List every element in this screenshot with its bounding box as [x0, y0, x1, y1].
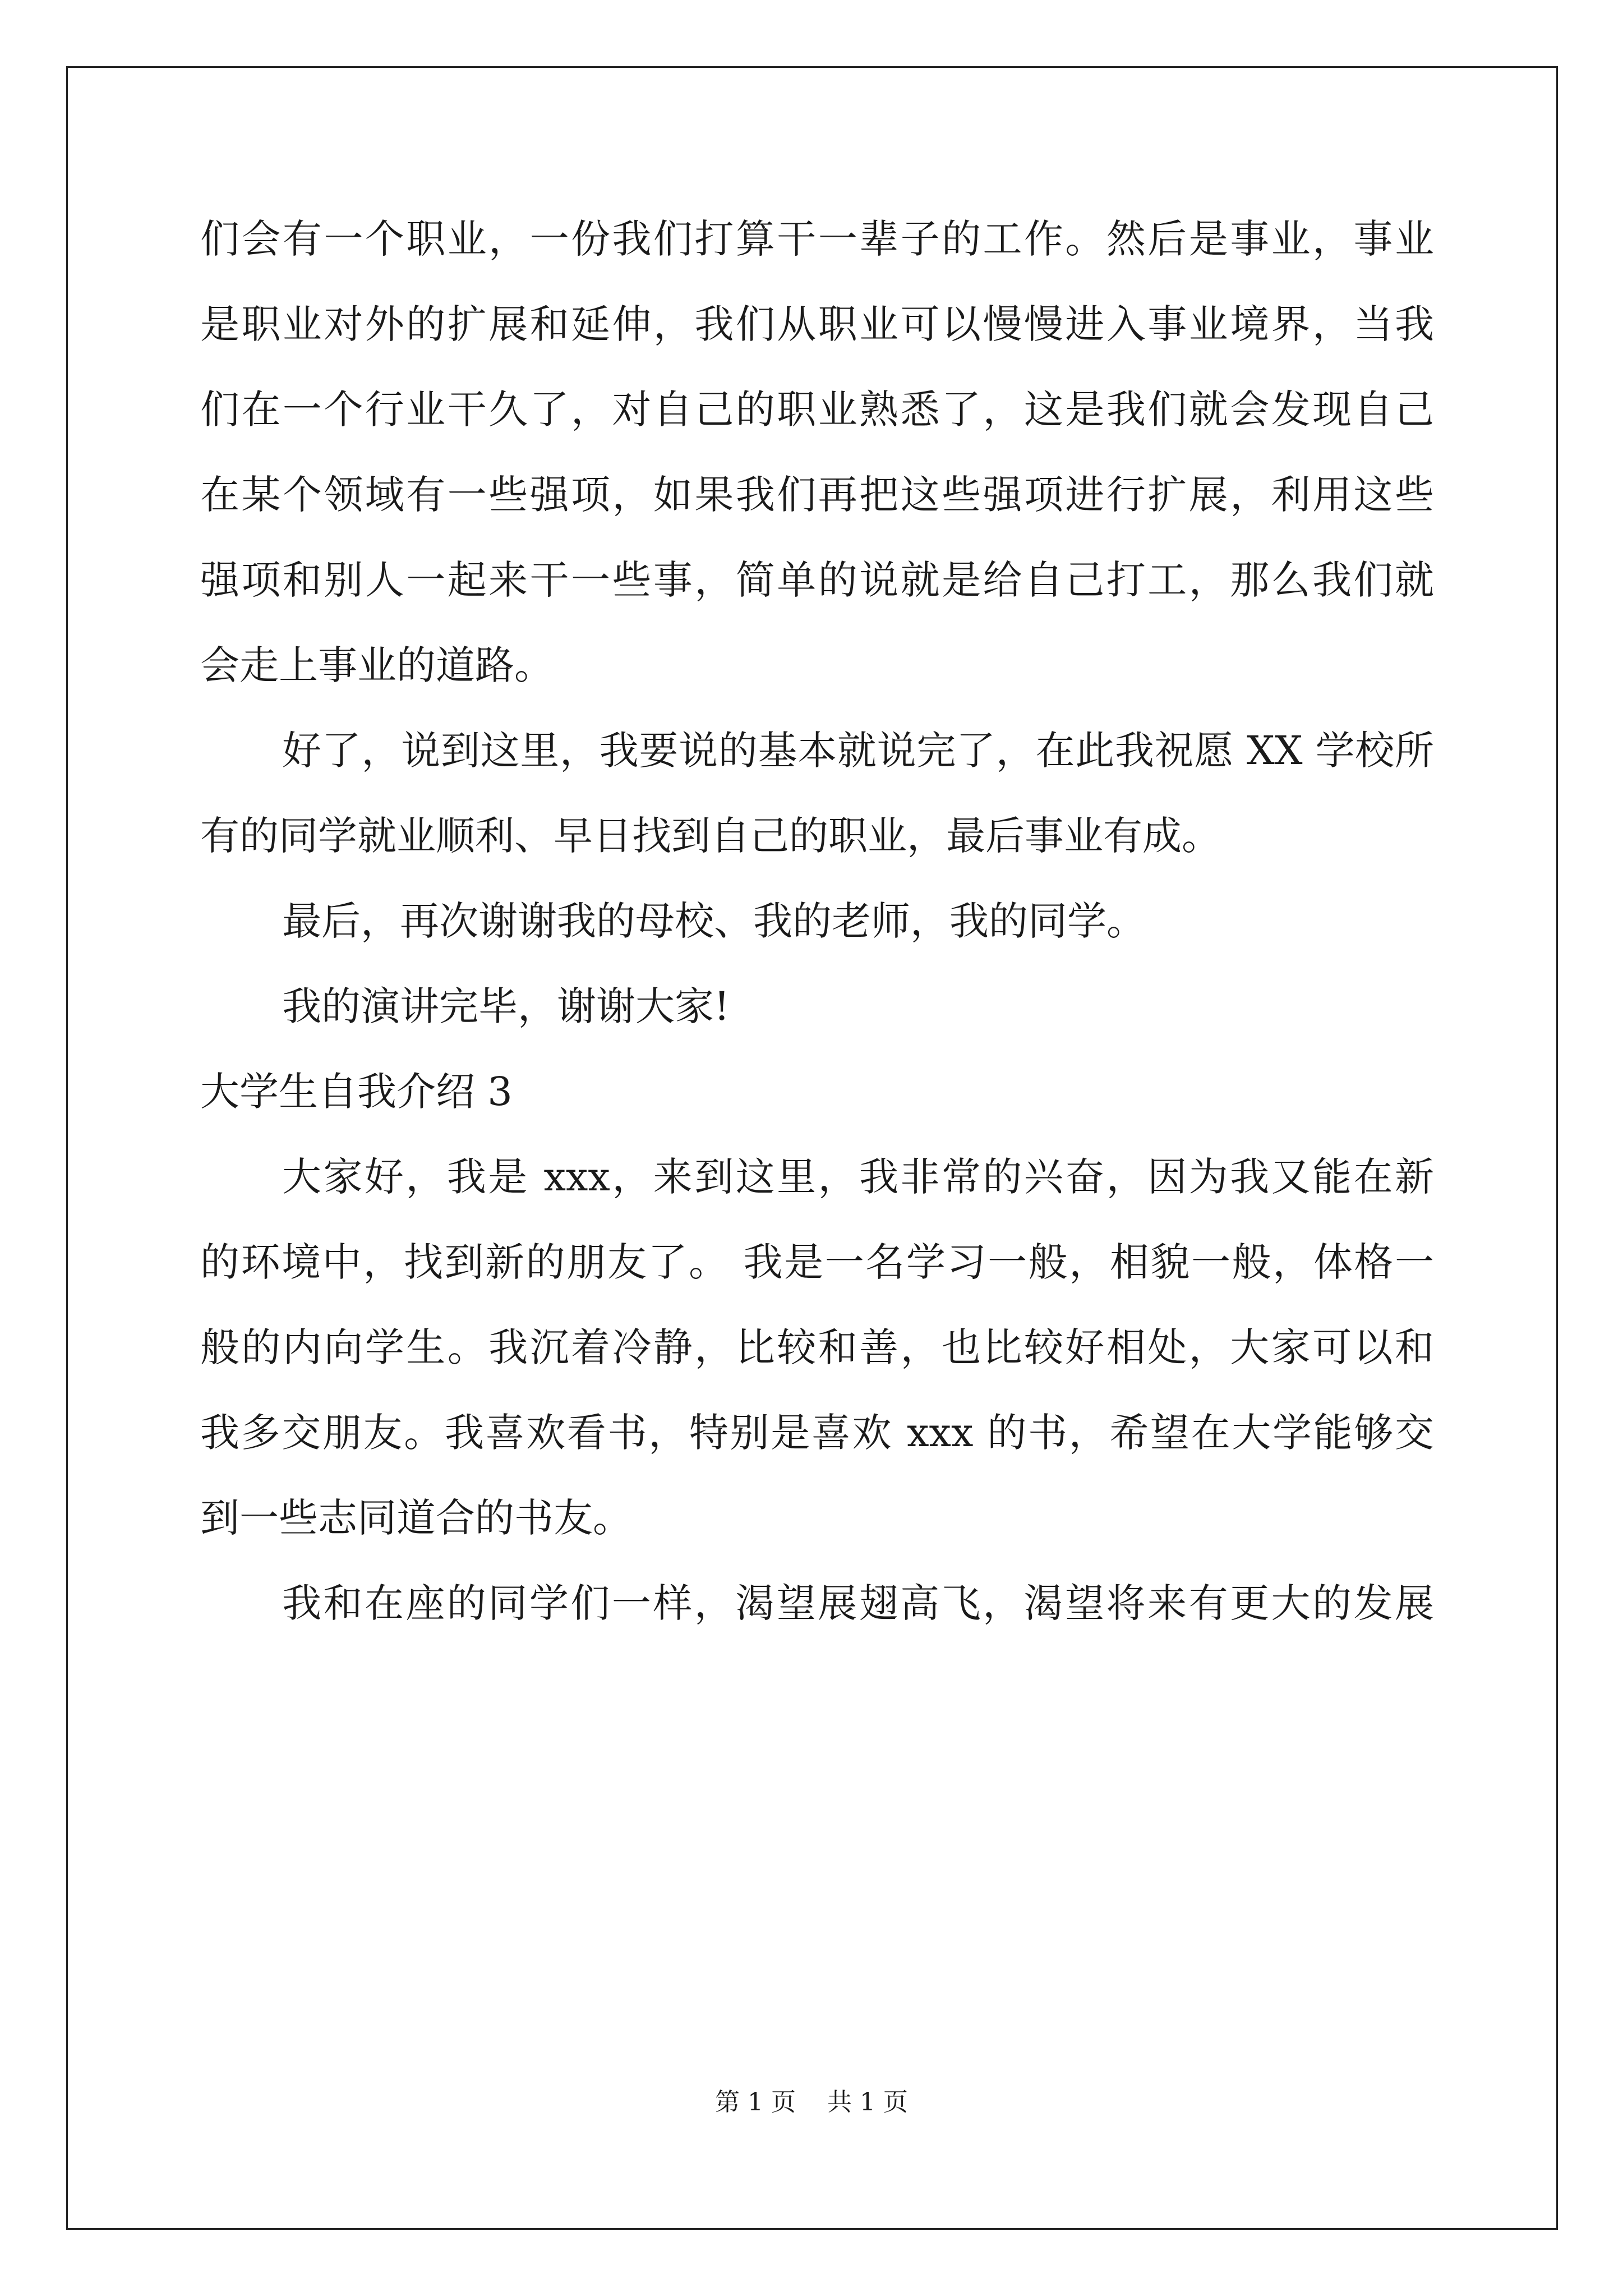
- body-line: 大家好，我是 xxx，来到这里，我非常的兴奋，因为我又能在新: [282, 1154, 1434, 1200]
- body-line: 好了，说到这里，我要说的基本就说完了，在此我祝愿 XX 学校所: [282, 728, 1434, 774]
- body-line: 会走上事业的道路。: [200, 642, 554, 688]
- body-line: 般的内向学生。我沉着冷静，比较和善，也比较好相处，大家可以和: [200, 1324, 1434, 1370]
- body-line: 最后，再次谢谢我的母校、我的老师，我的同学。: [282, 898, 1146, 944]
- body-line: 的环境中，找到新的朋友了。 我是一名学习一般，相貌一般，体格一: [200, 1239, 1434, 1285]
- section-heading: 大学生自我介绍 3: [200, 1069, 513, 1115]
- body-line: 我多交朋友。我喜欢看书，特别是喜欢 xxx 的书，希望在大学能够交: [200, 1410, 1434, 1456]
- body-line: 强项和别人一起来干一些事，简单的说就是给自己打工，那么我们就: [200, 557, 1434, 603]
- body-line: 有的同学就业顺利、早日找到自己的职业，最后事业有成。: [200, 813, 1221, 859]
- document-body: [200, 196, 1434, 1646]
- body-line: 我和在座的同学们一样，渴望展翅高飞，渴望将来有更大的发展: [282, 1580, 1434, 1626]
- body-line: 我的演讲完毕，谢谢大家!: [282, 983, 730, 1029]
- body-line: 在某个领域有一些强项，如果我们再把这些强项进行扩展，利用这些: [200, 472, 1434, 518]
- body-line: 到一些志同道合的书友。: [200, 1495, 632, 1541]
- page-number-footer: 第 1 页 共 1 页: [715, 2088, 908, 2116]
- body-line: 是职业对外的扩展和延伸，我们从职业可以慢慢进入事业境界，当我: [200, 301, 1434, 347]
- body-line: 们在一个行业干久了，对自己的职业熟悉了，这是我们就会发现自己: [200, 386, 1434, 432]
- body-line: 们会有一个职业，一份我们打算干一辈子的工作。然后是事业，事业: [200, 216, 1434, 262]
